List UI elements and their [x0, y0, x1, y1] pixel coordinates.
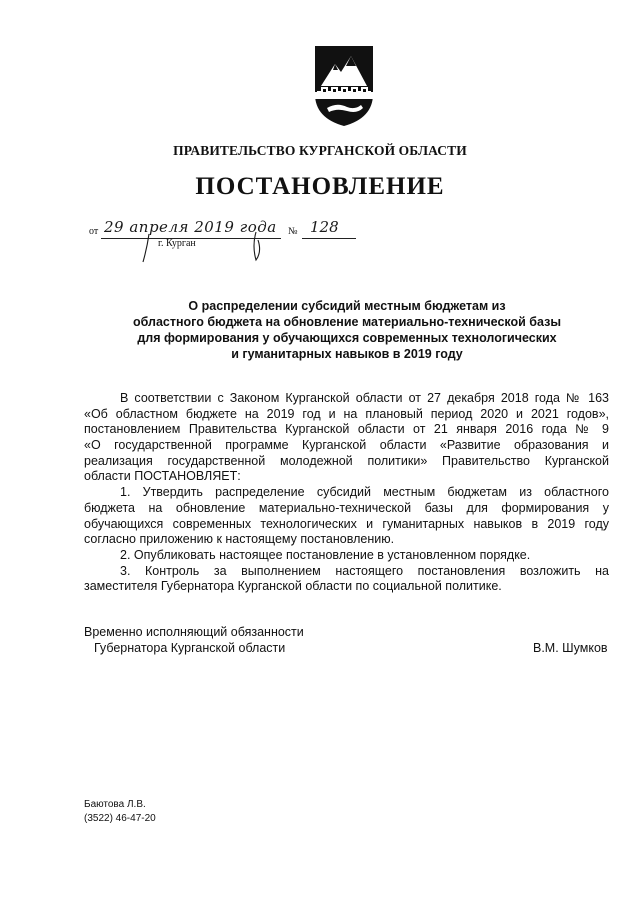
executor-info — [84, 798, 156, 825]
document-title — [86, 298, 608, 362]
body-line: согласно приложению к настоящему постановлению. — [84, 532, 395, 547]
handwriting-strokes — [0, 0, 640, 300]
date-prefix: от — [89, 226, 99, 237]
city-name: г. Курган — [158, 238, 196, 249]
date-handwritten: 29 апреля 2019 года — [104, 218, 277, 236]
document-type: ПОСТАНОВЛЕНИЕ — [195, 173, 445, 200]
body-line: 1. Утвердить распределение субсидий местным бюджетам из областного — [120, 485, 609, 500]
government-name: ПРАВИТЕЛЬСТВО КУРГАНСКОЙ ОБЛАСТИ — [173, 143, 467, 158]
body-line: заместителя Губернатора Курганской области по социальной политике. — [84, 579, 502, 594]
body-line: 3. Контроль за выполнением настоящего постановления возложить на — [120, 563, 609, 578]
body-line: В соответствии с Законом Курганской области от 27 декабря 2018 года № 163 — [120, 391, 609, 405]
executor-phone: (3522) 46-47-20 — [84, 812, 156, 824]
number-prefix: № — [288, 226, 298, 237]
body-line: области ПОСТАНОВЛЯЕТ: — [84, 469, 241, 484]
title-line: О распределении субсидий местным бюджетам из — [188, 299, 506, 313]
body-line: обучающихся современных технологических и гуманитарных навыков в 2019 году — [84, 516, 609, 531]
body-line: реализация государственной молодежной политики» Правительство Курганской — [84, 453, 609, 468]
body-line: «Об областном бюджете на 2019 год и на плановый период 2020 и 2021 годов», — [84, 406, 609, 421]
body-line: 2. Опубликовать настоящее постановление в установленном порядке. — [120, 547, 531, 562]
signatory-position-line: Временно исполняющий обязанности — [84, 625, 304, 639]
body-line: постановлением Правительства Курганской области от 21 января 2016 года № 9 — [84, 422, 609, 437]
title-line: областного бюджета на обновление материально-технической базы — [132, 315, 561, 329]
body-line: «О государственной программе Курганской области «Развитие образования и — [84, 438, 609, 453]
body-line: бюджета на обновление материально-технической базы для формирования у — [84, 500, 609, 515]
document-body — [84, 391, 609, 595]
executor-name: Баютова Л.В. — [84, 799, 146, 810]
title-line: для формирования у обучающихся современных технологических — [137, 331, 557, 345]
title-line: и гуманитарных навыков в 2019 году — [231, 347, 463, 361]
number-handwritten: 128 — [310, 218, 339, 236]
signatory-name: В.М. Шумков — [533, 641, 608, 655]
signatory-position-line: Губернатора Курганской области — [94, 640, 286, 655]
signatory-position — [84, 625, 304, 656]
